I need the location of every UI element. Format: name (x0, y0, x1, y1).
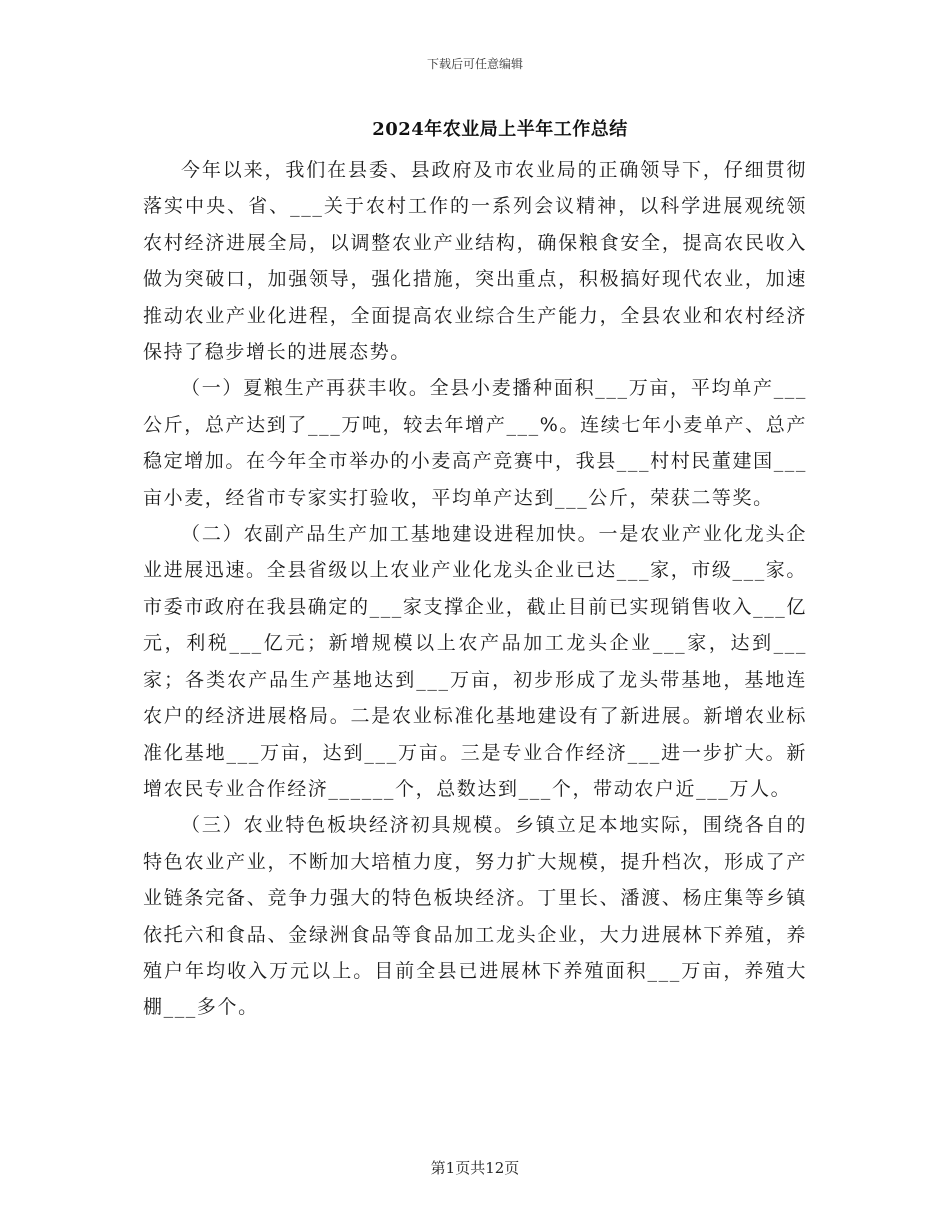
document-body (143, 152, 807, 1026)
paragraph-specialty-economy: （三）农业特色板块经济初具规模。乡镇立足本地实际，围绕各自的特色农业产业，不断加大培植力度，努力扩大规模，提升档次，形成了产业链条完备、竞争力强大的特色板块经济。丁里长、潘渡、杨庄集等乡镇依托六和食品、金绿洲食品等食品加工龙头企业，大力进展林下养殖，养殖户年均收入万元以上。目前全县已进展林下养殖面积___万亩，养殖大棚___多个。 (143, 814, 807, 1019)
paragraph-intro: 今年以来，我们在县委、县政府及市农业局的正确领导下，仔细贯彻落实中央、省、___关于农村工作的一系列会议精神，以科学进展观统领农村经济进展全局，以调整农业产业结构，确保粮食安全，提高农民收入做为突破口，加强领导，强化措施，突出重点，积极搞好现代农业，加速推动农业产业化进程，全面提高农业综合生产能力，全县农业和农村经济保持了稳步增长的进展态势。 (143, 159, 807, 364)
page-number: 第1页共12页 (430, 1159, 520, 1177)
paragraph-summer-grain: （一）夏粮生产再获丰收。全县小麦播种面积___万亩，平均单产___公斤，总产达到了___万吨，较去年增产___%。连续七年小麦单产、总产稳定增加。在今年全市举办的小麦高产竞赛中，我县___村村民董建国___亩小麦，经省市专家实打验收，平均单产达到___公斤，荣获二等奖。 (143, 377, 808, 509)
paragraph-processing-base: （二）农副产品生产加工基地建设进程加快。一是农业产业化龙头企业进展迅速。全县省级以上农业产业化龙头企业已达___家，市级___家。市委市政府在我县确定的___家支撑企业，截止目前已实现销售收入___亿元，利税___亿元；新增规模以上农产品加工龙头企业___家，达到___家；各类农产品生产基地达到___万亩，初步形成了龙头带基地，基地连农户的经济进展格局。二是农业标准化基地建设有了新进展。新增农业标准化基地___万亩，达到___万亩。三是专业合作经济___进一步扩大。新增农民专业合作经济______个，总数达到___个，带动农户近___万人。 (143, 523, 808, 800)
document-title: 2024年农业局上半年工作总结 (372, 119, 628, 140)
header-note: 下载后可任意编辑 (426, 57, 523, 71)
